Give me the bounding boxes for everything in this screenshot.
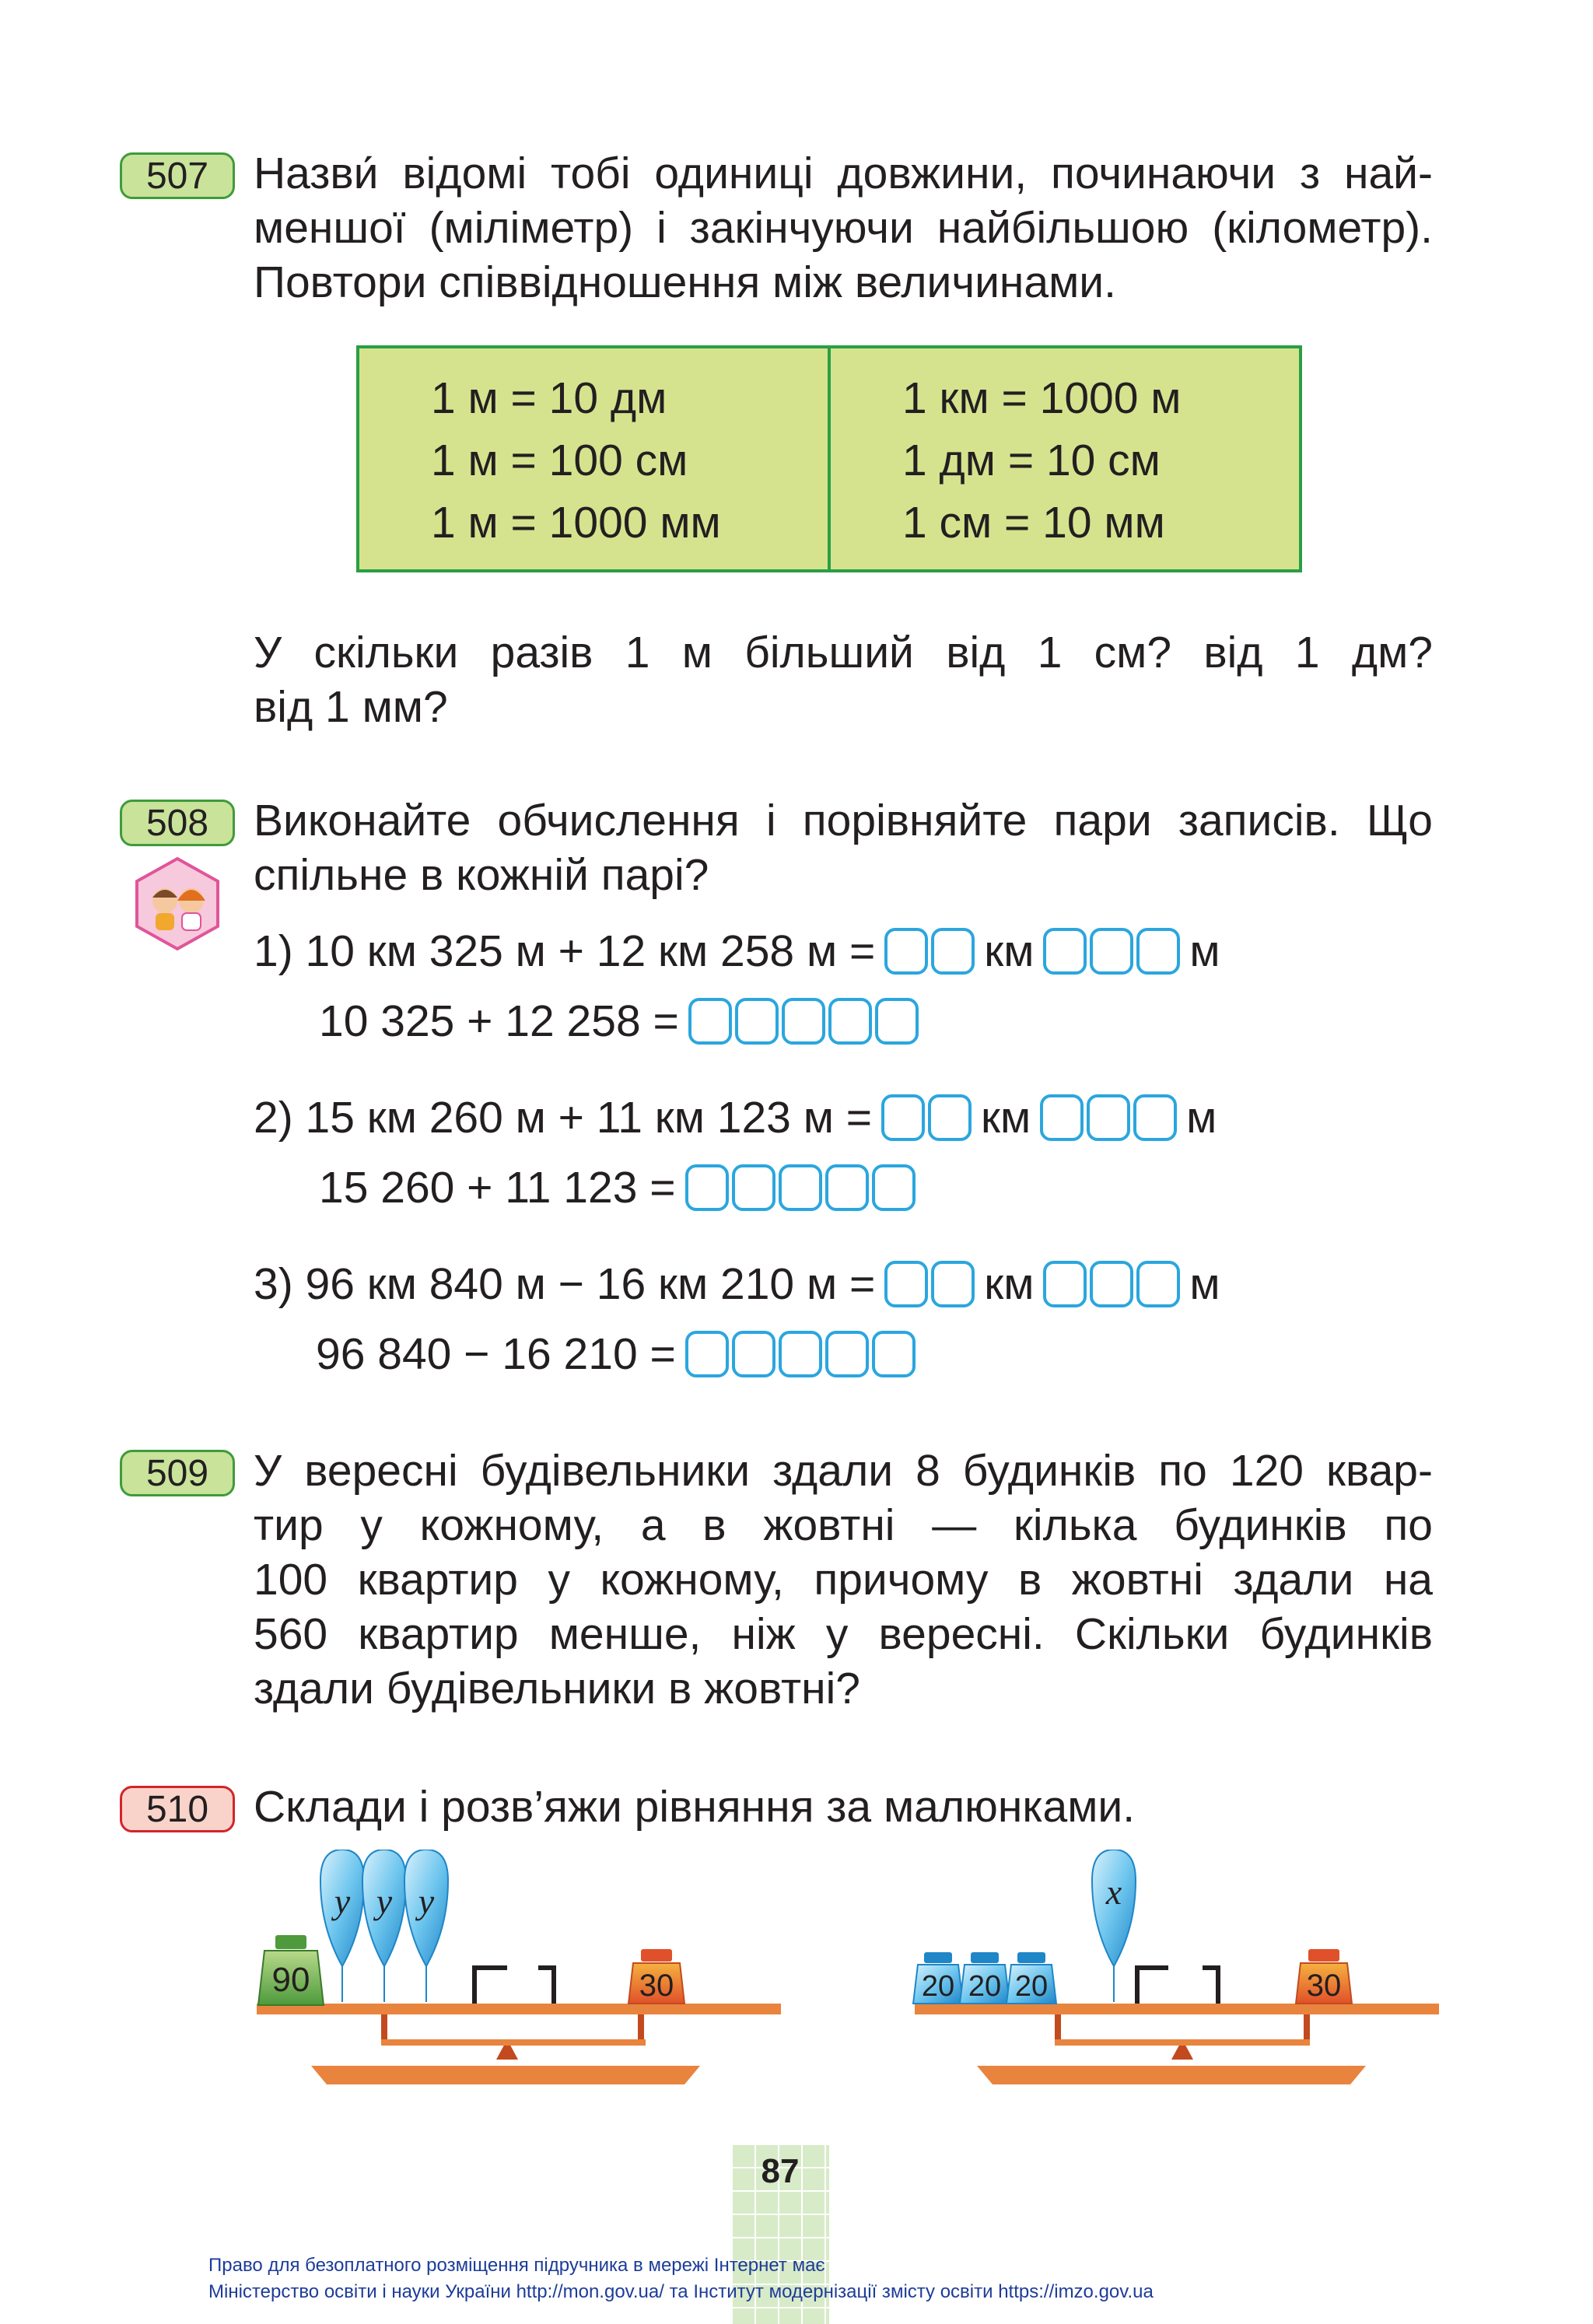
task-509-line-3: 100 квартир у кожному, причому в жовтні здали на (254, 1555, 1433, 1605)
units-table-left (359, 348, 831, 569)
left-scale-illustration (249, 1850, 793, 2091)
task-508-item-2-expr2: 15 260 + 11 123 = (319, 1163, 676, 1213)
answer-box[interactable] (779, 1331, 822, 1377)
task-507-line-3: Повтори співвідношення між величинами. (254, 257, 1116, 307)
weight-30-label: 30 (639, 1969, 674, 2003)
task-508-item-3-diff (316, 1327, 916, 1381)
answer-box[interactable] (688, 998, 732, 1045)
balloon-y-2-label: y (376, 1881, 393, 1921)
task-507-line-1: Назви́ відомі тобі одиниці довжини, починаючи з най- (254, 149, 1433, 198)
weight-20-1-label: 20 (921, 1970, 955, 2003)
scale-base (311, 2066, 700, 2084)
unit-km: км (981, 1093, 1031, 1143)
weight-20-1 (913, 1952, 963, 2004)
task-509-number: 509 (120, 1450, 235, 1496)
task-508-text (254, 793, 1433, 902)
unit-m: м (1189, 926, 1220, 976)
answer-box[interactable] (1133, 1094, 1177, 1141)
task-510-number: 510 (120, 1786, 235, 1832)
task-509-text (254, 1444, 1433, 1716)
task-507-line-2: меншої (міліметр) і закінчуючи найбільшою (кілометр). (254, 203, 1433, 253)
units-table-left-row-2: 1 м = 100 см (431, 436, 688, 485)
answer-box[interactable] (732, 1331, 775, 1377)
weight-90 (258, 1935, 324, 2005)
units-table-left-row-3: 1 м = 1000 мм (431, 498, 721, 548)
answer-m-boxes[interactable] (1040, 1094, 1177, 1141)
weight-30-label: 30 (1306, 1969, 1342, 2003)
answer-km-boxes[interactable] (884, 1261, 975, 1307)
weight-20-2 (960, 1952, 1010, 2004)
task-508-line-2: спільне в кожній парі? (254, 850, 709, 900)
task-508-item-3-expr2: 96 840 − 16 210 = (316, 1329, 676, 1379)
task-508-item-2 (254, 1090, 1217, 1145)
task-508-line-1: Виконайте обчислення і порівняйте пари записів. Що (254, 796, 1433, 845)
answer-m-boxes[interactable] (1043, 1261, 1180, 1307)
task-508-item-1-sum (319, 994, 919, 1048)
task-508-item-1-expr: 1) 10 км 325 м + 12 км 258 м = (254, 926, 876, 976)
scale-base (977, 2066, 1366, 2084)
right-scale-illustration (907, 1850, 1451, 2091)
answer-km-boxes[interactable] (884, 928, 975, 975)
unit-m: м (1186, 1093, 1217, 1143)
answer-box[interactable] (825, 1331, 869, 1377)
balloon-y-1-label: y (334, 1881, 351, 1921)
task-509-line-5: здали будівельники в жовтні? (254, 1664, 860, 1713)
weight-20-2-label: 20 (968, 1970, 1002, 2003)
task-507-number: 507 (120, 152, 235, 199)
units-table-right-row-3: 1 см = 10 мм (902, 498, 1165, 548)
task-507-question-line-2: від 1 мм? (254, 682, 448, 732)
task-508-item-2-expr: 2) 15 км 260 м + 11 км 123 м = (254, 1093, 873, 1143)
answer-box[interactable] (1040, 1094, 1084, 1141)
units-table-left-row-1: 1 м = 10 дм (431, 373, 667, 423)
task-508-item-1-expr2: 10 325 + 12 258 = (319, 996, 679, 1046)
task-510-text: Склади і розв’яжи рівняння за малюнками. (254, 1782, 1136, 1832)
balloon-y-3 (404, 1850, 448, 2002)
weight-30 (628, 1949, 684, 2004)
answer-number-boxes[interactable] (685, 1331, 916, 1377)
footer-line-1: Право для безоплатного розміщення підручника в мережі Інтернет має (208, 2255, 825, 2276)
scale-beam (915, 2004, 1439, 2014)
answer-box[interactable] (1043, 928, 1087, 975)
answer-number-boxes[interactable] (685, 1164, 916, 1211)
answer-box[interactable] (735, 998, 779, 1045)
answer-box[interactable] (928, 1094, 972, 1141)
answer-box[interactable] (782, 998, 825, 1045)
task-509-line-2: тир у кожному, а в жовтні — кілька будинків по (254, 1500, 1433, 1550)
weight-90-label: 90 (271, 1961, 310, 1999)
answer-box[interactable] (881, 1094, 925, 1141)
answer-box[interactable] (872, 1331, 916, 1377)
answer-box[interactable] (872, 1164, 916, 1211)
answer-box[interactable] (732, 1164, 775, 1211)
balloon-y-2 (362, 1850, 406, 2002)
balloon-y-1 (320, 1850, 364, 2002)
weight-30 (1296, 1949, 1352, 2004)
balloon-x-label: x (1105, 1872, 1122, 1912)
answer-box[interactable] (1043, 1261, 1087, 1307)
units-table-right (831, 348, 1299, 569)
task-508-number: 508 (120, 800, 235, 846)
task-508-item-1 (254, 924, 1220, 978)
unit-km: км (984, 926, 1035, 976)
task-507-question (254, 625, 1433, 734)
task-509-line-4: 560 квартир менше, ніж у вересні. Скільки будинків (254, 1609, 1433, 1659)
answer-box[interactable] (931, 1261, 975, 1307)
task-508-item-3-expr: 3) 96 км 840 м − 16 км 210 м = (254, 1259, 876, 1309)
answer-box[interactable] (884, 928, 928, 975)
unit-km: км (984, 1259, 1035, 1309)
units-table-right-row-2: 1 дм = 10 см (902, 436, 1161, 485)
pair-work-icon (129, 856, 226, 952)
answer-box[interactable] (884, 1261, 928, 1307)
weight-20-3 (1007, 1952, 1056, 2004)
answer-box[interactable] (825, 1164, 869, 1211)
task-509-line-1: У вересні будівельники здали 8 будинків по 120 квар- (254, 1446, 1433, 1496)
answer-box[interactable] (1136, 1261, 1180, 1307)
task-508-item-2-sum (319, 1160, 916, 1215)
page-number: 87 (761, 2152, 800, 2190)
balloon-x (1092, 1850, 1136, 2002)
units-table (356, 345, 1302, 572)
answer-box[interactable] (875, 998, 919, 1045)
task-507-text (254, 146, 1433, 310)
weight-20-3-label: 20 (1014, 1970, 1049, 2003)
answer-box[interactable] (685, 1331, 729, 1377)
answer-km-boxes[interactable] (881, 1094, 972, 1141)
answer-box[interactable] (685, 1164, 729, 1211)
answer-box[interactable] (931, 928, 975, 975)
answer-m-boxes[interactable] (1043, 928, 1180, 975)
task-507-question-line-1: У скільки разів 1 м більший від 1 см? від 1 дм? (254, 628, 1433, 677)
footer-line-2: Міністерство освіти і науки України http://mon.gov.ua/ та Інститут модернізації змісту освіти https://imzo.gov.ua (208, 2281, 1154, 2302)
scale-beam (257, 2004, 781, 2014)
answer-box[interactable] (1136, 928, 1180, 975)
units-table-right-row-1: 1 км = 1000 м (902, 373, 1182, 423)
answer-box[interactable] (779, 1164, 822, 1211)
answer-number-boxes[interactable] (688, 998, 919, 1045)
task-508-item-3 (254, 1257, 1220, 1311)
answer-box[interactable] (1087, 1094, 1130, 1141)
balloon-y-3-label: y (418, 1881, 435, 1921)
answer-box[interactable] (828, 998, 872, 1045)
answer-box[interactable] (1090, 928, 1133, 975)
unit-m: м (1189, 1259, 1220, 1309)
answer-box[interactable] (1090, 1261, 1133, 1307)
